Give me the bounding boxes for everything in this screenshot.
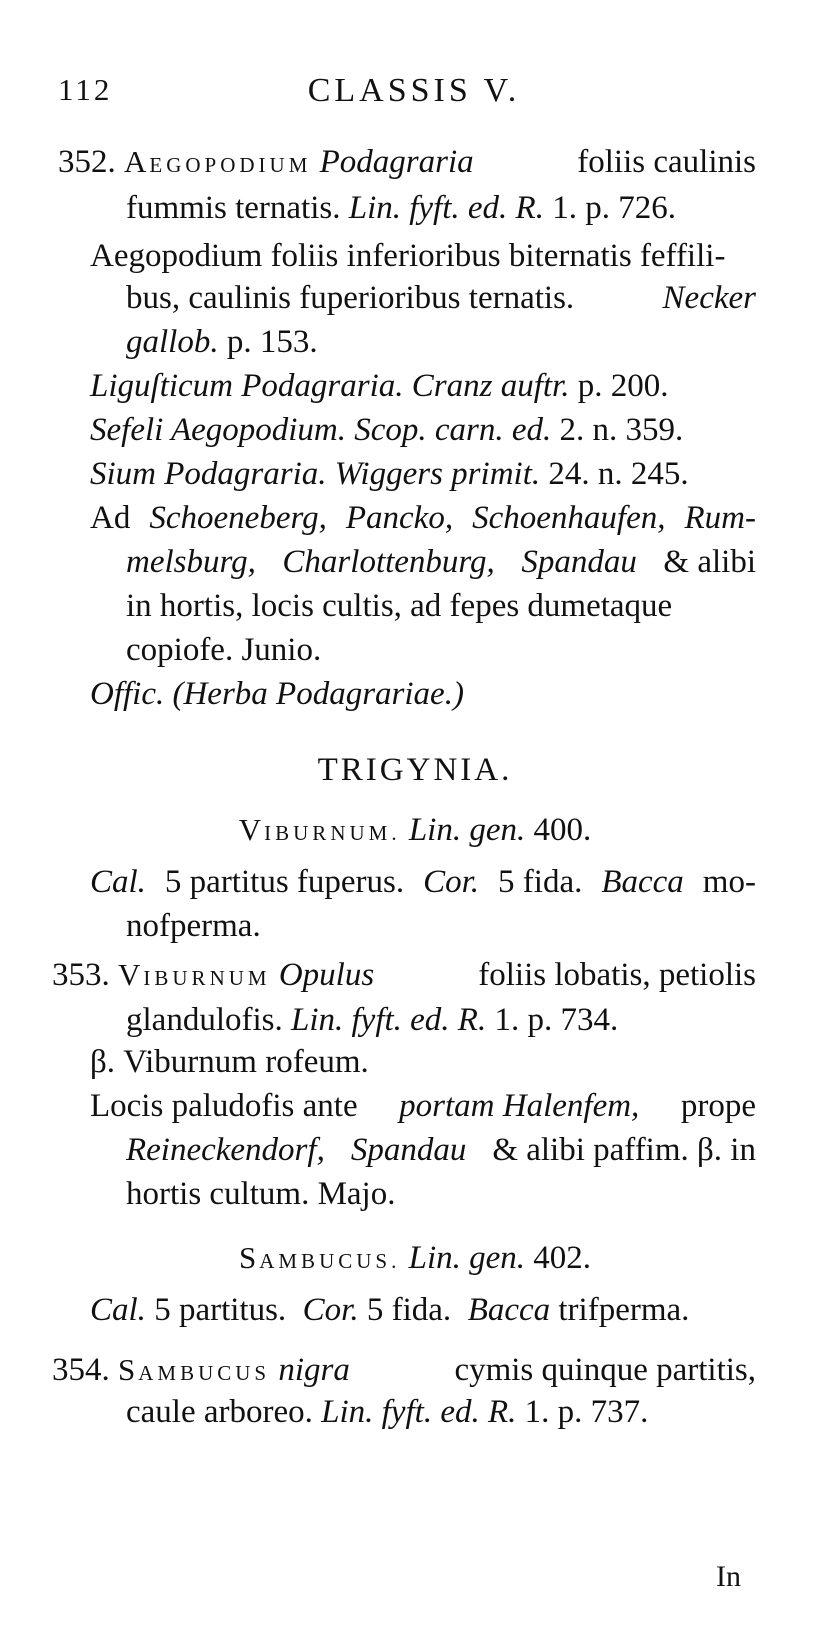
synonym-line: Aegopodium foliis inferioribus biternatis feffili- xyxy=(90,238,726,274)
diagnosis-text: foliis caulinis xyxy=(577,144,756,180)
entry-353-line-2: glandulofis. Lin. fyft. ed. R. 1. p. 734. xyxy=(126,1002,619,1038)
page-header xyxy=(58,72,770,116)
locality-line: Locis paludofis ante portam Halenfem, prope xyxy=(90,1088,756,1124)
genus-name: SAMBUCUS xyxy=(118,1352,271,1387)
locality-line: in hortis, locis cultis, ad fepes dumetaque xyxy=(126,588,673,624)
synonym-line: Sium Podagraria. Wiggers primit. 24. n. 245. xyxy=(90,456,689,492)
entry-353-line-1: 353. VIBURNUM Opulus foliis lobatis, petiolis xyxy=(52,957,756,993)
species-name: Opulus xyxy=(278,957,375,993)
locality-line: Reineckendorf, Spandau & alibi paffim. β. in xyxy=(126,1132,756,1168)
species-name: nigra xyxy=(278,1352,350,1388)
synonym-line: bus, caulinis fuperioribus ternatis. Necker xyxy=(126,280,756,316)
locality-line: melsburg, Charlottenburg, Spandau & alibi xyxy=(126,544,756,580)
running-head: CLASSIS V. xyxy=(307,72,521,109)
entry-number: 353. xyxy=(52,957,110,993)
entry-354-line-2: caule arboreo. Lin. fyft. ed. R. 1. p. 737. xyxy=(126,1394,649,1430)
genus-character-line: Cal. 5 partitus. Cor. 5 fida. Bacca trifperma. xyxy=(90,1292,690,1328)
variety-line: β. Viburnum rofeum. xyxy=(90,1044,369,1080)
reference: Lin. fyft. ed. R. xyxy=(348,190,544,226)
synonym-line: Liguſticum Podagraria. Cranz auftr. p. 200. xyxy=(90,368,669,404)
locality-line: hortis cultum. Majo. xyxy=(126,1176,396,1212)
genus-name: AEGOPODIUM xyxy=(124,144,312,179)
entry-number: 354. xyxy=(52,1352,110,1388)
genus-heading-viburnum: VIBURNUM. Lin. gen. 400. xyxy=(238,812,592,848)
entry-354-line-1: 354. SAMBUCUS nigra cymis quinque partitis, xyxy=(52,1352,756,1388)
entry-352-line-1 xyxy=(58,142,756,185)
genus-character-line: Cal. 5 partitus fuperus. Cor. 5 fida. Bacca mo- xyxy=(90,864,756,900)
page-number: 112 xyxy=(58,72,113,107)
locality-line: Ad Schoeneberg, Pancko, Schoenhaufen, Rum- xyxy=(90,500,756,536)
genus-name: VIBURNUM xyxy=(118,957,271,992)
genus-heading-sambucus: SAMBUCUS. Lin. gen. 402. xyxy=(238,1240,592,1276)
synonym-line: gallob. p. 153. xyxy=(126,324,318,360)
entry-352-line-2: fummis ternatis. Lin. fyft. ed. R. 1. p. 726. xyxy=(126,190,676,226)
entry-number: 352. xyxy=(58,144,116,180)
catchword: In xyxy=(716,1560,741,1593)
synonym-line: Sefeli Aegopodium. Scop. carn. ed. 2. n. 359. xyxy=(90,412,684,448)
officinal-note: Offic. (Herba Podagrariae.) xyxy=(90,676,464,712)
species-name: Podagraria xyxy=(319,144,474,180)
locality-line: copiofe. Junio. xyxy=(126,632,322,668)
section-heading: TRIGYNIA. xyxy=(317,752,513,788)
genus-character-line: nofperma. xyxy=(126,908,261,944)
